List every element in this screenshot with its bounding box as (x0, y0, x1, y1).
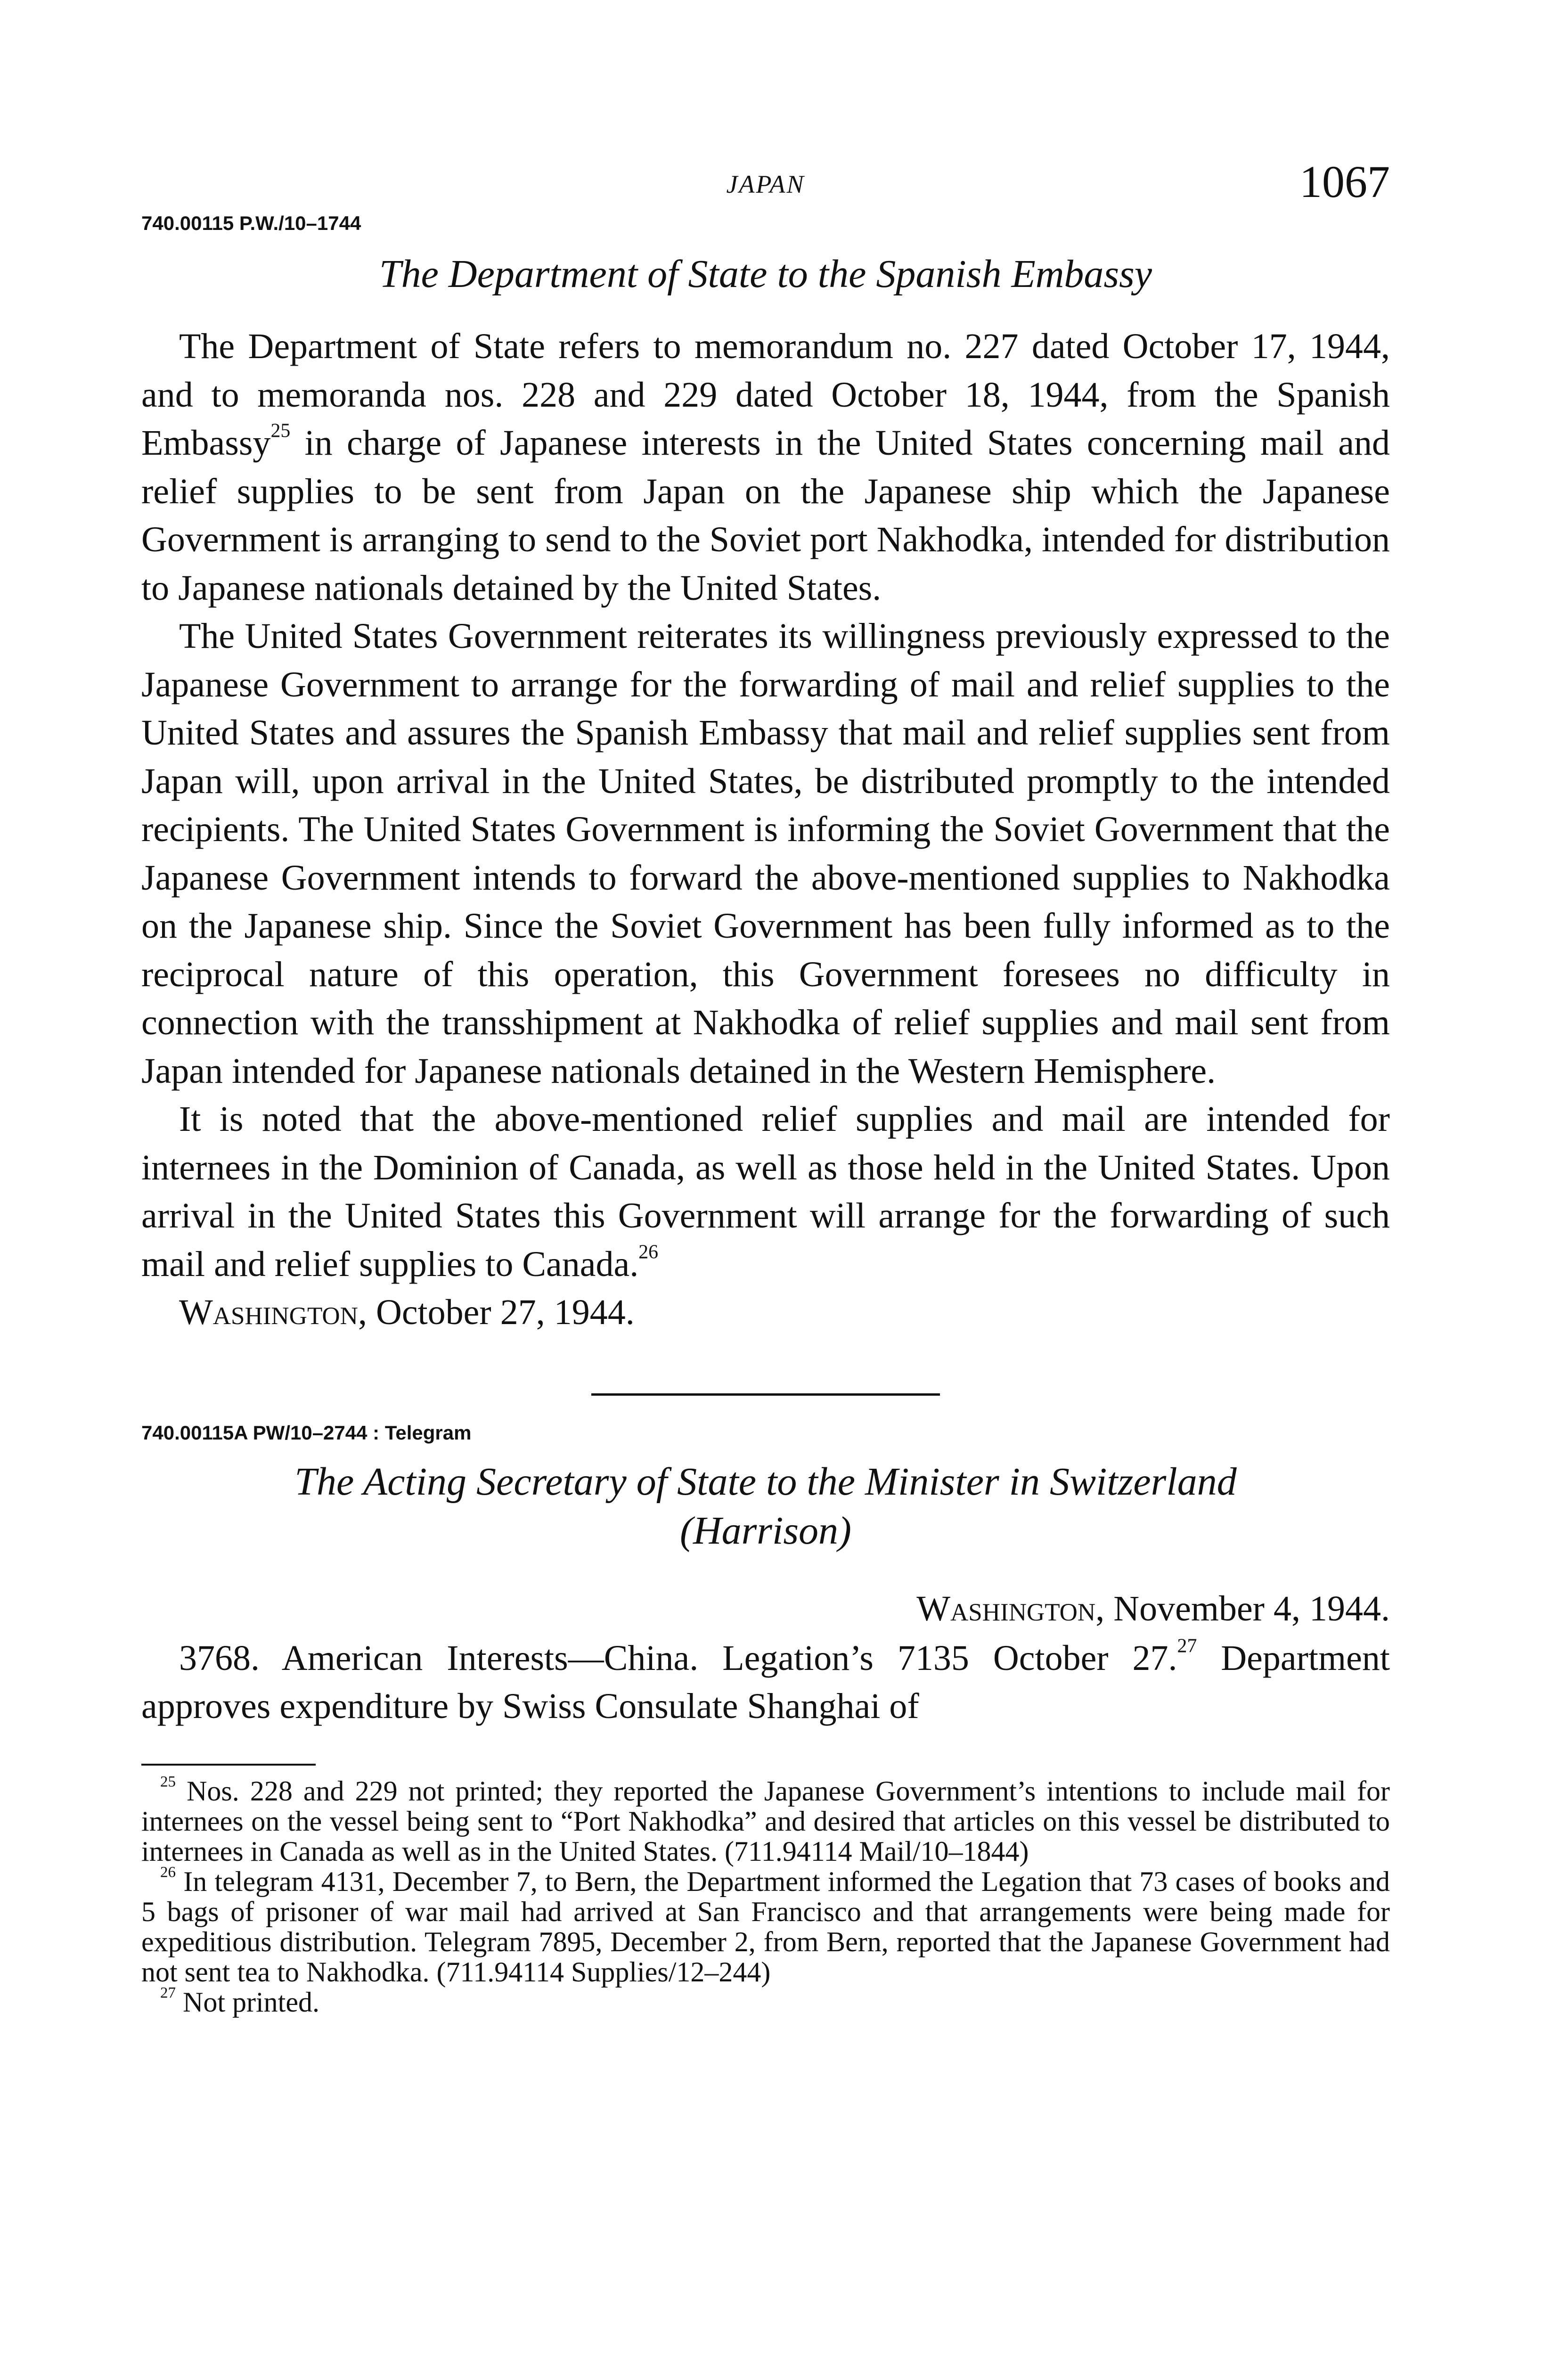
paragraph (141, 322, 1390, 612)
document-heading-2 (141, 1457, 1390, 1555)
footnote-mark: 27 (160, 1984, 176, 2001)
signoff-date: , October 27, 1944. (358, 1293, 635, 1332)
paragraph-text: It is noted that the above-mentioned relief supplies and mail are intended for internees in the Dominion of Canada, as well as those held in the United States. Upon arrival in the United States this Government will arrange for the forwarding of such mail and relief supplies to Canada. (141, 1099, 1390, 1284)
paragraph (141, 1634, 1390, 1731)
footnote-mark: 26 (160, 1863, 176, 1881)
paragraph: The United States Government reiterates its willingness previously expressed to the Japanese Government to arrange for the forwarding of mail and relief supplies to the United States and assures the Spanish Embassy that mail and relief supplies sent from Japan will, upon arrival in the United States, be distributed promptly to the intended recipients. The United States Government is informing the Soviet Government that the Japanese Government intends to forward the above-mentioned supplies to Nakhodka on the Japanese ship. Since the Soviet Government has been fully informed as to the reciprocal nature of this operation, this Government foresees no difficulty in connection with the transshipment at Nakhodka of relief supplies and mail sent from Japan intended for Japanese nationals detained in the Western Hemisphere. (141, 616, 1390, 1091)
dateline (141, 1588, 1390, 1629)
document-page (141, 155, 1390, 2017)
document-body-1 (141, 322, 1390, 1337)
footnote-text: Not printed. (176, 1986, 319, 2018)
document-heading-1: The Department of State to the Spanish Embassy (379, 252, 1152, 296)
footnote (141, 1984, 1390, 2018)
running-header (141, 155, 1390, 207)
dateline-date: , November 4, 1944. (1095, 1588, 1390, 1628)
paragraph-text: in charge of Japanese interests in the United States concerning mail and relief supplies to be sent from Japan on the Japanese ship which the Japanese Government is arranging to send to the Soviet port Nakhodka, intended for distribution to Japanese nationals detained by the United States. (141, 423, 1390, 608)
paragraph (141, 1095, 1390, 1288)
footnote (141, 1863, 1390, 1988)
footnote (141, 1773, 1390, 1867)
heading-line: (Harrison) (679, 1508, 851, 1553)
file-reference-2: 740.00115A PW/10–2744 : Telegram (141, 1421, 472, 1444)
footnote-mark: 25 (160, 1773, 176, 1790)
section-separator (591, 1393, 940, 1396)
file-reference-1: 740.00115 P.W./10–1744 (141, 212, 361, 234)
paragraph-text: 3768. American Interests—China. Legation’s 7135 October 27. (179, 1638, 1177, 1678)
footnote-text: In telegram 4131, December 7, to Bern, the Department informed the Legation that 73 cases of books and 5 bags of prisoner of war mail had arrived at San Francisco and that arrangements were being made for expeditious distribution. Telegram 7895, December 2, from Bern, reported that the Japanese Government had not sent tea to Nakhodka. (711.94114 Supplies/12–244) (141, 1865, 1390, 1988)
paragraph-text: The Department of State refers to memorandum no. 227 dated October 17, 1944, and to memoranda nos. 228 and 229 dated October 18, 1944, from the Spanish Embassy (141, 327, 1390, 463)
dateline-place: Washington (916, 1588, 1096, 1628)
running-title: JAPAN (726, 170, 805, 198)
signoff (141, 1288, 1390, 1337)
footnote-ref: 25 (270, 420, 291, 442)
page-number: 1067 (1299, 156, 1390, 207)
footnote-ref: 27 (1177, 1635, 1197, 1657)
footnote-text: Nos. 228 and 229 not printed; they reported the Japanese Government’s intentions to include mail for internees on the vessel being sent to “Port Nakhodka” and desired that articles on this vessel be distributed to internees in Canada as well as in the United States. (711.94114 Mail/10–1844) (141, 1775, 1390, 1867)
paragraph-text: Department approves expenditure by Swiss Consulate Shanghai of (141, 1638, 1390, 1726)
signoff-place: Washington (179, 1293, 358, 1332)
heading-line: The Acting Secretary of State to the Minister in Switzerland (294, 1459, 1237, 1504)
footnotes (141, 1773, 1390, 2018)
footnote-ref: 26 (638, 1241, 659, 1263)
document-body-2 (141, 1634, 1390, 1731)
footnote-rule (141, 1764, 316, 1766)
